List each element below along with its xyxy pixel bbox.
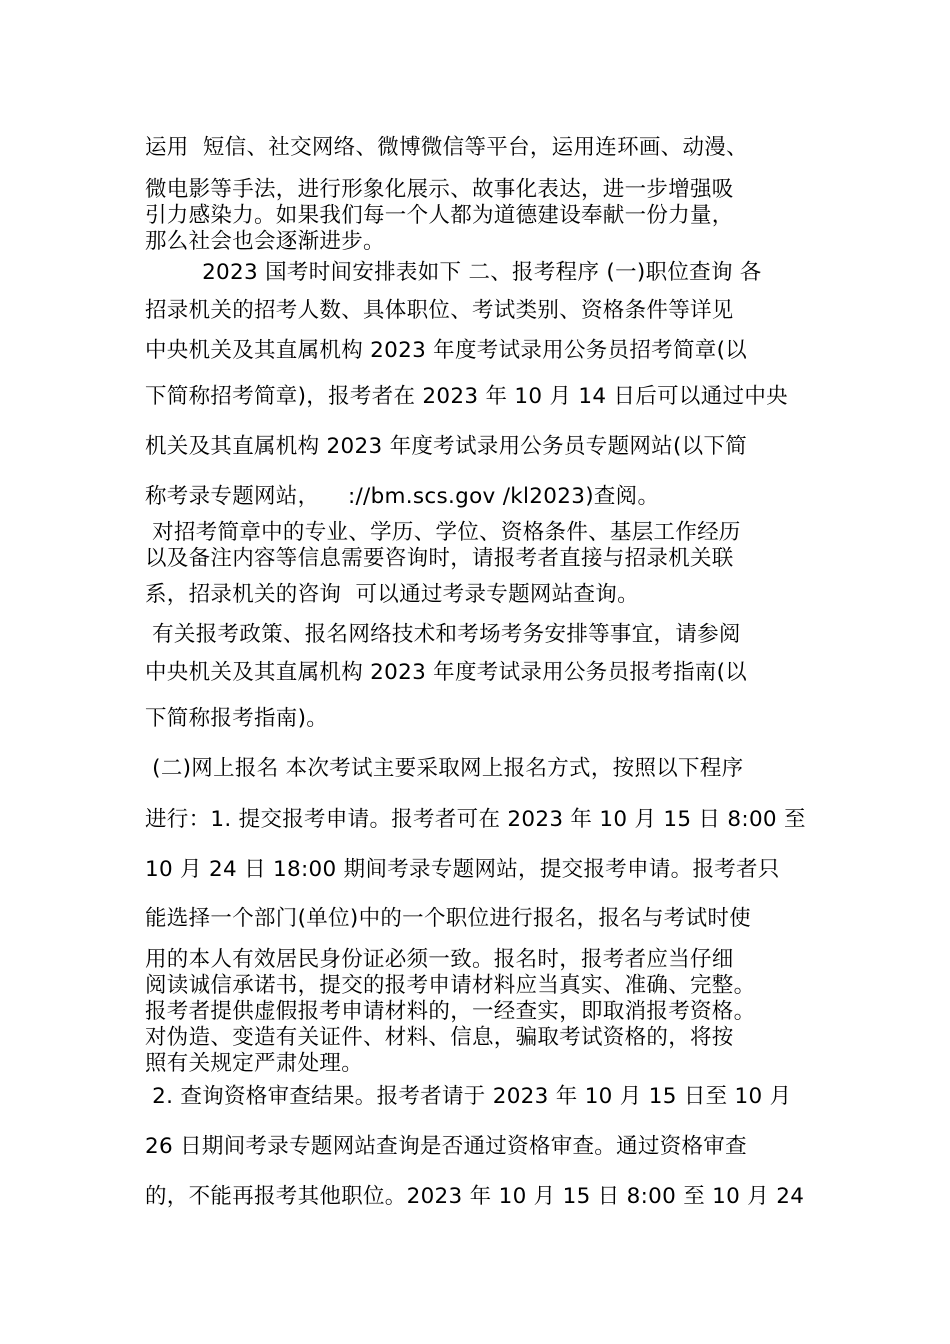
text-line: 用的本人有效居民身份证必须一致。报名时，报考者应当仔细 [145, 947, 734, 972]
text-line: (二)网上报名 本次考试主要采取网上报名方式，按照以下程序 [145, 756, 744, 781]
text-line: 阅读诚信承诺书，提交的报考申请材料应当真实、准确、完整。 [145, 973, 756, 998]
text-line: 进行：1. 提交报考申请。报考者可在 2023 年 10 月 15 日 8:00 至 [145, 807, 806, 832]
text-line: 微电影等手法，进行形象化展示、故事化表达，进一步增强吸 [145, 177, 734, 202]
text-line: 对伪造、变造有关证件、材料、信息，骗取考试资格的，将按 [145, 1025, 734, 1050]
text-line: 的，不能再报考其他职位。2023 年 10 月 15 日 8:00 至 10 月 24 [145, 1184, 805, 1209]
text-line: 下简称报考指南)。 [145, 706, 329, 731]
text-line: 下简称招考简章)，报考者在 2023 年 10 月 14 日后可以通过中央 [145, 384, 788, 409]
text-line: 中央机关及其直属机构 2023 年度考试录用公务员报考指南(以 [145, 660, 748, 685]
text-line: 报考者提供虚假报考申请材料的，一经查实，即取消报考资格。 [145, 999, 756, 1024]
text-line: 26 日期间考录专题网站查询是否通过资格审查。通过资格审查 [145, 1134, 747, 1159]
text-line: 2023 国考时间安排表如下 二、报考程序 (一)职位查询 各 [145, 260, 762, 285]
text-line: 运用 短信、社交网络、微博微信等平台，运用连环画、动漫、 [145, 135, 748, 160]
text-line: 10 月 24 日 18:00 期间考录专题网站，提交报考申请。报考者只 [145, 857, 780, 882]
text-line: 称考录专题网站， ://bm.scs.gov /kl2023)查阅。 [145, 484, 660, 509]
text-line: 能选择一个部门(单位)中的一个职位进行报名，报名与考试时使 [145, 906, 751, 931]
text-line: 对招考简章中的专业、学历、学位、资格条件、基层工作经历 [145, 520, 741, 545]
text-line: 引力感染力。如果我们每一个人都为道德建设奉献一份力量， [145, 203, 734, 228]
text-line: 照有关规定严肃处理。 [145, 1051, 364, 1076]
text-line: 那么社会也会逐渐进步。 [145, 229, 385, 254]
text-line: 机关及其直属机构 2023 年度考试录用公务员专题网站(以下简 [145, 434, 748, 459]
text-line: 系，招录机关的咨询 可以通过考录专题网站查询。 [145, 582, 639, 607]
text-line: 招录机关的招考人数、具体职位、考试类别、资格条件等详见 [145, 298, 734, 323]
text-line: 2. 查询资格审查结果。报考者请于 2023 年 10 月 15 日至 10 月 [145, 1084, 792, 1109]
text-line: 以及备注内容等信息需要咨询时，请报考者直接与招录机关联 [145, 546, 734, 571]
text-line: 有关报考政策、报名网络技术和考场考务安排等事宜，请参阅 [145, 622, 741, 647]
text-line: 中央机关及其直属机构 2023 年度考试录用公务员招考简章(以 [145, 338, 748, 363]
